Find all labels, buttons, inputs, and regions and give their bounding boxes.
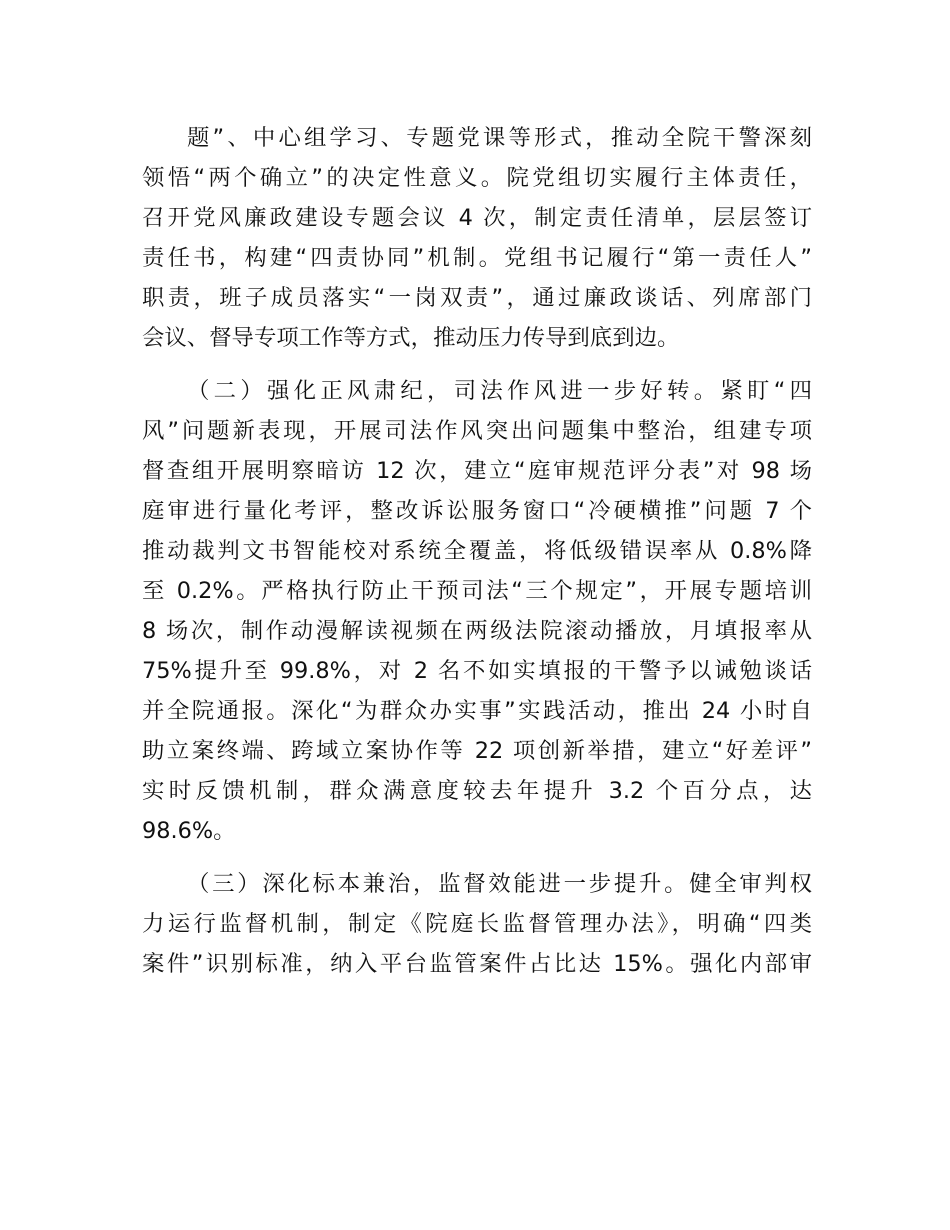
text-line: 实时反馈机制，群众满意度较去年提升 3.2 个百分点，达: [142, 778, 812, 804]
paragraph: [142, 371, 812, 851]
text-line: 98.6%。: [142, 818, 236, 844]
text-line: 风”问题新表现，开展司法作风突出问题集中整治，组建专项: [142, 418, 812, 444]
text-line: 职责，班子成员落实“一岗双责”，通过廉政谈话、列席部门: [142, 285, 812, 311]
text-line: 题”、中心组学习、专题党课等形式，推动全院干警深刻: [187, 125, 812, 151]
text-line: 督查组开展明察暗访 12 次，建立“庭审规范评分表”对 98 场: [142, 458, 812, 484]
text-line: 推动裁判文书智能校对系统全覆盖，将低级错误率从 0.8%降: [142, 538, 812, 564]
text-line: 案件”识别标准，纳入平台监管案件占比达 15%。强化内部审: [142, 951, 812, 977]
text-line: 助立案终端、跨域立案协作等 22 项创新举措，建立“好差评”: [142, 738, 812, 764]
text-line: 会议、督导专项工作等方式，推动压力传导到底到边。: [142, 325, 680, 351]
paragraph-spacer: [142, 358, 812, 371]
text-line: （三）深化标本兼治，监督效能进一步提升。健全审判权: [187, 871, 812, 897]
document-page: [142, 118, 812, 984]
text-line: 力运行监督机制，制定《院庭长监督管理办法》，明确“四类: [142, 911, 812, 937]
text-line: 领悟“两个确立”的决定性意义。院党组切实履行主体责任，: [142, 165, 812, 191]
paragraph-spacer: [142, 851, 812, 864]
text-line: 责任书，构建“四责协同”机制。党组书记履行“第一责任人”: [142, 245, 812, 271]
text-line: 召开党风廉政建设专题会议 4 次，制定责任清单，层层签订: [142, 205, 812, 231]
text-line: 8 场次，制作动漫解读视频在两级法院滚动播放，月填报率从: [142, 618, 812, 644]
paragraph: [142, 864, 812, 984]
text-line: 并全院通报。深化“为群众办实事”实践活动，推出 24 小时自: [142, 698, 812, 724]
paragraph: [142, 118, 812, 358]
text-line: 至 0.2%。严格执行防止干预司法“三个规定”，开展专题培训: [142, 578, 812, 604]
text-line: 75%提升至 99.8%，对 2 名不如实填报的干警予以诫勉谈话: [142, 658, 812, 684]
text-line: （二）强化正风肃纪，司法作风进一步好转。紧盯“四: [187, 378, 812, 404]
text-line: 庭审进行量化考评，整改诉讼服务窗口“冷硬横推”问题 7 个: [142, 498, 812, 524]
